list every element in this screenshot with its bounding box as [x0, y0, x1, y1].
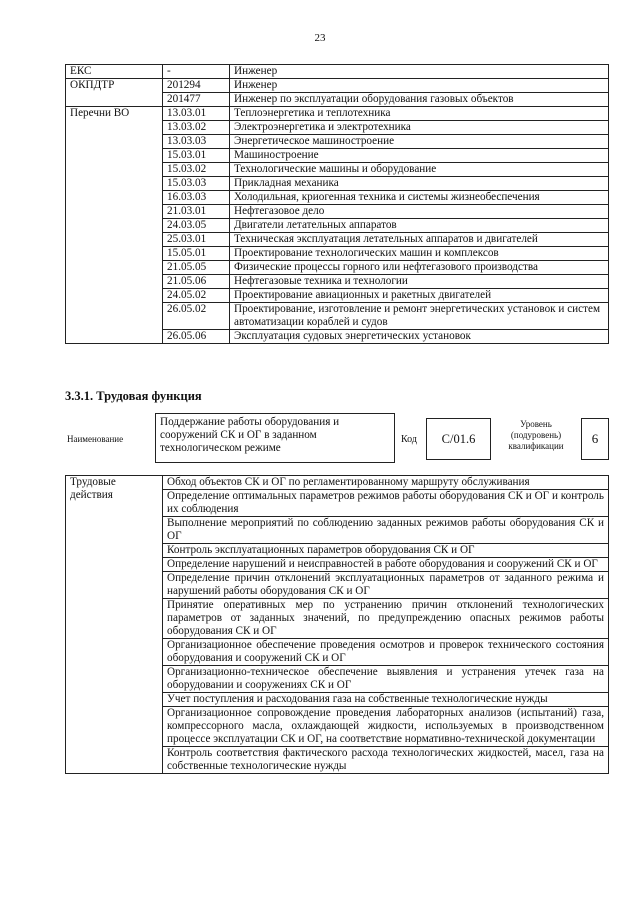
table-row — [66, 65, 609, 79]
row-code: 21.05.06 — [163, 275, 230, 289]
row-code: 15.03.03 — [163, 177, 230, 191]
function-name-box: Поддержание работы оборудования и сооружений СК и ОГ в заданном технологическом режиме — [155, 413, 395, 463]
labor-action: Организационное сопровождение проведения лабораторных анализов (испытаний) газа, компрессорного масла, охлаждающей жидкости, используемых в производственном процессе эксплуатации СК и ОГ, на соответствие нормативно-технической документации — [163, 707, 609, 747]
labor-action: Организационно-техническое обеспечение выявления и устранения утечек газа на оборудовании и сооружениях СК и ОГ — [163, 666, 609, 693]
row-code: 201477 — [163, 93, 230, 107]
row-name: Нефтегазовые техника и технологии — [230, 275, 609, 289]
row-code: 21.05.05 — [163, 261, 230, 275]
row-code: 24.05.02 — [163, 289, 230, 303]
row-code: 13.03.01 — [163, 107, 230, 121]
labor-action: Обход объектов СК и ОГ по регламентированному маршруту обслуживания — [163, 476, 609, 490]
row-name: Проектирование технологических машин и комплексов — [230, 247, 609, 261]
table-row — [66, 107, 609, 121]
row-code: 15.03.02 — [163, 163, 230, 177]
code-label: Код — [401, 434, 417, 445]
row-name: Энергетическое машиностроение — [230, 135, 609, 149]
row-label: Перечни ВО — [66, 107, 163, 344]
page-number: 23 — [314, 32, 326, 44]
labor-action: Контроль соответствия фактического расхода технологических жидкостей, масел, газа на собственные технологические нужды — [163, 747, 609, 774]
function-code-box: С/01.6 — [426, 418, 491, 460]
row-label: ЕКС — [66, 65, 163, 79]
row-code: 26.05.02 — [163, 303, 230, 330]
row-name: Физические процессы горного или нефтегазового производства — [230, 261, 609, 275]
row-code: 16.03.03 — [163, 191, 230, 205]
labor-action: Организационное обеспечение проведения осмотров и проверок технического состояния оборудования и сооружений СК и ОГ — [163, 639, 609, 666]
row-code: 15.03.01 — [163, 149, 230, 163]
labor-actions-table — [65, 475, 609, 774]
labor-actions-label: Трудовые действия — [66, 476, 163, 774]
row-name: Техническая эксплуатация летательных аппаратов и двигателей — [230, 233, 609, 247]
row-code: - — [163, 65, 230, 79]
row-name: Двигатели летательных аппаратов — [230, 219, 609, 233]
row-name: Теплоэнергетика и теплотехника — [230, 107, 609, 121]
name-label: Наименование — [67, 434, 124, 444]
labor-action: Контроль эксплуатационных параметров оборудования СК и ОГ — [163, 544, 609, 558]
row-label: ОКПДТР — [66, 79, 163, 107]
row-name: Инженер — [230, 79, 609, 93]
row-name: Электроэнергетика и электротехника — [230, 121, 609, 135]
row-name: Проектирование, изготовление и ремонт энергетических установок и систем автоматизации кораблей и судов — [230, 303, 609, 330]
row-name: Прикладная механика — [230, 177, 609, 191]
row-code: 24.03.05 — [163, 219, 230, 233]
qualification-level-box: 6 — [581, 418, 609, 460]
row-name: Эксплуатация судовых энергетических установок — [230, 330, 609, 344]
qualification-table — [65, 64, 609, 344]
labor-action: Учет поступления и расходования газа на собственные технологические нужды — [163, 693, 609, 707]
row-name: Инженер — [230, 65, 609, 79]
table-row — [66, 476, 609, 490]
labor-action: Определение причин отклонений эксплуатационных параметров от заданного режима и нарушений работы оборудования СК и ОГ — [163, 572, 609, 599]
level-label: Уровень (подуровень) квалификации — [508, 419, 564, 451]
labor-action: Определение оптимальных параметров режимов работы оборудования СК и ОГ и контроль их соблюдения — [163, 490, 609, 517]
row-code: 21.03.01 — [163, 205, 230, 219]
row-name: Нефтегазовое дело — [230, 205, 609, 219]
row-code: 15.05.01 — [163, 247, 230, 261]
row-code: 201294 — [163, 79, 230, 93]
labor-action: Выполнение мероприятий по соблюдению заданных режимов работы оборудования СК и ОГ — [163, 517, 609, 544]
row-code: 26.05.06 — [163, 330, 230, 344]
labor-action: Определение нарушений и неисправностей в работе оборудования и сооружений СК и ОГ — [163, 558, 609, 572]
labor-action: Принятие оперативных мер по устранению причин отклонений технологических параметров от заданных значений, по предупреждению опасных режимов работы оборудования СК и ОГ — [163, 599, 609, 639]
row-name: Технологические машины и оборудование — [230, 163, 609, 177]
row-name: Инженер по эксплуатации оборудования газовых объектов — [230, 93, 609, 107]
section-title: 3.3.1. Трудовая функция — [65, 389, 202, 403]
row-code: 25.03.01 — [163, 233, 230, 247]
row-name: Машиностроение — [230, 149, 609, 163]
row-code: 13.03.02 — [163, 121, 230, 135]
row-name: Холодильная, криогенная техника и системы жизнеобеспечения — [230, 191, 609, 205]
row-code: 13.03.03 — [163, 135, 230, 149]
table-row — [66, 79, 609, 93]
row-name: Проектирование авиационных и ракетных двигателей — [230, 289, 609, 303]
